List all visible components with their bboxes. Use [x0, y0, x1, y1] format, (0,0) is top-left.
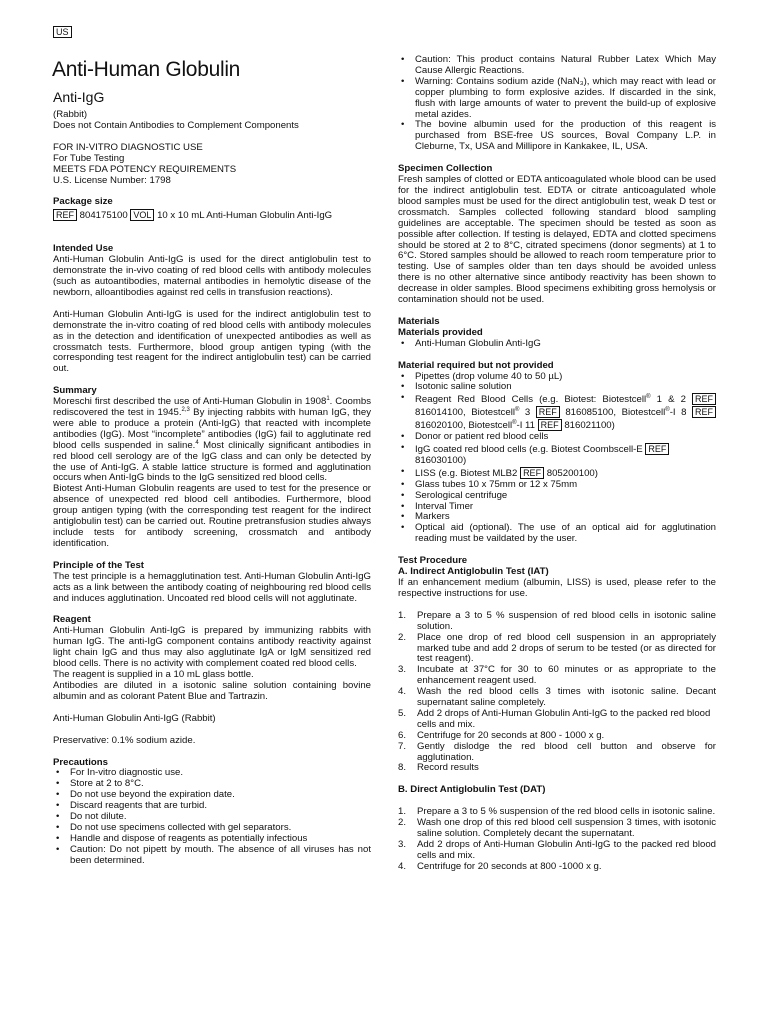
list-item: • Optical aid (optional). The use of an optical aid for agglutination reading must be vaildated by the user. — [401, 522, 716, 545]
list-item: 3. Add 2 drops of Anti-Human Globulin Anti-IgG to the packed red blood cells and mix. — [398, 839, 716, 861]
reagent-p1: Anti-Human Globulin Anti-IgG is prepared by immunizing rabbits with human IgG. The anti-IgG component contains antibody reactivity against light chain IgG and thus may also agglutinate IgA or IgM sensitized red blood cells. There is no activity with complement coated red blood cells. — [53, 625, 371, 670]
license-line: U.S. License Number: 1798 — [53, 174, 171, 186]
reagent-heading: Reagent — [53, 614, 91, 626]
materials-provided-heading: Materials provided — [398, 326, 483, 338]
summary-p1: Moreschi first described the use of Anti-Human Globulin in 1908$^1$. Coombs rediscovered the test in 1945.$^{2,3}$ By injecting rabbits with human IgG, they were able to produce a protein (Anti-IgG) that reacted with incomplete antibodies (IgG). Most “incomplete” antibodies (IgG) fail to agglutinate red blood cells suspended in saline.$^4$ Most clinically significant antibodies in red blood cell serology are of the IgG class and can only be detected by the use of Anti-IgG. A stable lattice structure is formed and agglutination occurs when Anti-IgG binds to the IgG sensitized red blood cells. — [53, 395, 371, 484]
list-item: 2. Place one drop of red blood cell suspension in an appropriately marked tube and add 2 drops of serum to be tested (or as directed for test reagent). — [398, 631, 716, 665]
package-heading: Package size — [53, 196, 113, 208]
principle-p1: The test principle is a hemagglutination test. Anti-Human Globulin Anti-IgG acts as a link between the antibody coating of neighbouring red blood cells and induces agglutination. Uncoated red blood cells will not agglutinate. — [53, 570, 371, 604]
list-item: • LISS (e.g. Biotest MLB2 REF 805200100) — [401, 465, 598, 479]
summary-heading: Summary — [53, 385, 97, 397]
complement-note: Does not Contain Antibodies to Complement Components — [53, 119, 299, 131]
precautions-list-continued — [398, 55, 716, 153]
precautions-list — [53, 768, 371, 866]
iat-heading: A. Indirect Antiglobulin Test (IAT) — [398, 566, 549, 578]
iat-steps — [398, 611, 716, 775]
iat-intro: If an enhancement medium (albumin, LISS) is used, please refer to the respective instructions for use. — [398, 576, 716, 599]
list-item: • Isotonic saline solution — [401, 381, 512, 393]
dat-heading: B. Direct Antiglobulin Test (DAT) — [398, 784, 546, 796]
source-note: (Rabbit) — [53, 109, 88, 120]
package-line — [53, 209, 371, 222]
product-subtitle: Anti-IgG — [53, 89, 105, 105]
materials-provided-list — [398, 339, 716, 350]
specimen-p1: Fresh samples of clotted or EDTA anticoagulated whole blood can be used for the indirect antiglobulin test. EDTA or citrate anticoagulated whole blood samples must be used for the direct antiglobulin test, weak D test or crossmatch. Samples collected following standard blood sampling guidelines are acceptable. The specimen should be tested as soon as possible after collection. If testing is delayed, EDTA and clotted specimens should be stored at 2 to 8°C, citrated specimens (donor segments) at 1 to 6°C. Stored samples should be allowed to reach room temperature prior to testing. Use of samples older than ten days should be avoided unless there is no other alternative since antibody reactivity has been shown to decrease in older samples. Blood specimens exhibiting gross hemolysis or contamination should not be used. — [398, 174, 716, 306]
specimen-heading: Specimen Collection — [398, 163, 493, 175]
list-item: • Caution: Do not pipett by mouth. The absence of all viruses has not been determined. — [56, 843, 371, 866]
list-item: 2. Wash one drop of this red blood cell suspension 3 times, with isotonic saline solution. Completely decant the supernatant. — [398, 817, 716, 840]
list-item: • Reagent Red Blood Cells (e.g. Biotest: Biotestcell® 1 & 2 REF 816014100, Biotestcell® 3 REF 816085100, Biotestcell®-I 8 REF 816020100, Biotestcell®-I 11 REF 816021100) — [398, 393, 716, 432]
list-item: • Anti-Human Globulin Anti-IgG — [401, 337, 541, 349]
list-item: 3. Incubate at 37°C for 30 to 60 minutes or as appropriate to the enhancement reagent used. — [398, 664, 716, 687]
list-item: • Serological centrifuge — [401, 489, 508, 501]
list-item: 8. Record results — [398, 762, 479, 774]
list-item: 7. Gently dislodge the red blood cell button and observe for agglutination. — [398, 740, 716, 763]
list-item: 4. Centrifuge for 20 seconds at 800 -1000 x g. — [398, 860, 602, 872]
list-item: • Store at 2 to 8°C. — [56, 778, 144, 790]
list-item: 1. Prepare a 3 to 5 % suspension of the red blood cells in isotonic saline. — [398, 806, 716, 818]
ref-symbol: REF — [53, 209, 77, 221]
intended-use-p1: Anti-Human Globulin Anti-IgG is used for the direct antiglobulin test to demonstrate the in-vivo coating of red blood cells with antibody molecules (such as autoantibodies, maternal antibodies in hemolytic disease of the newborn, alloantibodies against red cells in transfusion reactions). — [53, 254, 371, 298]
list-item: 5. Add 2 drops of Anti-Human Globulin Anti-IgG to the packed red blood cells and mix. — [398, 707, 711, 730]
intended-use-heading: Intended Use — [53, 243, 114, 255]
list-item: • Donor or patient red blood cells — [401, 431, 549, 443]
fda-line: MEETS FDA POTENCY REQUIREMENTS — [53, 163, 237, 175]
list-item: • Do not use beyond the expiration date. — [56, 789, 235, 801]
right-column — [398, 55, 716, 873]
intended-use-p2: Anti-Human Globulin Anti-IgG is used for the indirect antiglobulin test to demonstrate the in-vitro coating of red blood cells with antibody molecules as in the detection and identification of unexpected antibodies as well as crossmatch tests. Furthermore, blood group antigen typing (with the corresponding test reagent for the indirect antiglobulin test) can be carried out. — [53, 308, 371, 375]
list-item: • Handle and dispose of reagents as potentially infectious — [56, 832, 308, 844]
tube-line: For Tube Testing — [53, 152, 125, 164]
materials-heading: Materials — [398, 315, 440, 327]
list-item: • Warning: Contains sodium azide (NaN₃), which may react with lead or copper plumbing to form explosive azides. If discarded in the sink, flush with large amounts of water to prevent the build-up of explosive metal azides. — [401, 75, 716, 120]
list-item: • Pipettes (drop volume 40 to 50 µL) — [401, 370, 563, 382]
language-badge: US — [53, 26, 72, 38]
ivd-line: FOR IN-VITRO DIAGNOSTIC USE — [53, 141, 203, 153]
list-item: • For In-vitro diagnostic use. — [56, 767, 184, 779]
list-item: • Markers — [401, 511, 450, 523]
reagent-p5: Preservative: 0.1% sodium azide. — [53, 734, 196, 746]
vol-value: 10 x 10 mL Anti-Human Globulin Anti-IgG — [157, 210, 333, 222]
list-item: • Interval Timer — [401, 500, 474, 512]
ref-value: 804175100 — [79, 210, 128, 222]
list-item: 1. Prepare a 3 to 5 % suspension of red blood cells in isotonic saline solution. — [398, 609, 716, 632]
materials-required-heading: Material required but not provided — [398, 359, 554, 371]
list-item: • Discard reagents that are turbid. — [56, 800, 208, 812]
precautions-heading: Precautions — [53, 756, 108, 768]
dat-steps — [398, 807, 716, 872]
product-title: Anti-Human Globulin — [52, 58, 241, 81]
list-item: • Do not dilute. — [56, 811, 127, 823]
list-item: • Do not use specimens collected with gel separators. — [56, 821, 292, 833]
list-item: • Caution: This product contains Natural Rubber Latex Which May Cause Allergic Reactions. — [401, 54, 716, 76]
materials-required-list — [398, 372, 716, 546]
reagent-p4: Anti-Human Globulin Anti-IgG (Rabbit) — [53, 712, 216, 724]
left-column — [53, 110, 371, 867]
vol-symbol: VOL — [130, 209, 154, 221]
list-item: • The bovine albumin used for the production of this reagent is purchased from BSE-free US sources, Boval Company L.P. in Cleburne, Tx, USA and Millipore in Kankakee, IL, USA. — [401, 119, 716, 153]
principle-heading: Principle of the Test — [53, 559, 144, 571]
reagent-p2: The reagent is supplied in a 10 mL glass bottle. — [53, 668, 254, 680]
list-item: • IgG coated red blood cells (e.g. Biotest Coombscell-E REF 816030100) — [398, 443, 716, 467]
list-item: 4. Wash the red blood cells 3 times with isotonic saline. Decant supernatant saline completely. — [398, 686, 716, 709]
reagent-p3: Antibodies are diluted in a isotonic saline solution containing bovine albumin and as colorant Patent Blue and Tartrazin. — [53, 679, 371, 702]
procedure-heading: Test Procedure — [398, 555, 468, 567]
summary-p2: Biotest Anti-Human Globulin reagents are used to test for the presence or absence of unexpected red blood cell antibodies. Furthermore, blood group antigen typing (with the corresponding test reagent for the indirect antiglobulin test) can be carried out. Routine pretransfusion studies always include tests for antibody screening, crossmatch and antibody identification. — [53, 483, 371, 549]
list-item: 6. Centrifuge for 20 seconds at 800 - 1000 x g. — [398, 729, 605, 741]
list-item: • Glass tubes 10 x 75mm or 12 x 75mm — [401, 478, 578, 490]
